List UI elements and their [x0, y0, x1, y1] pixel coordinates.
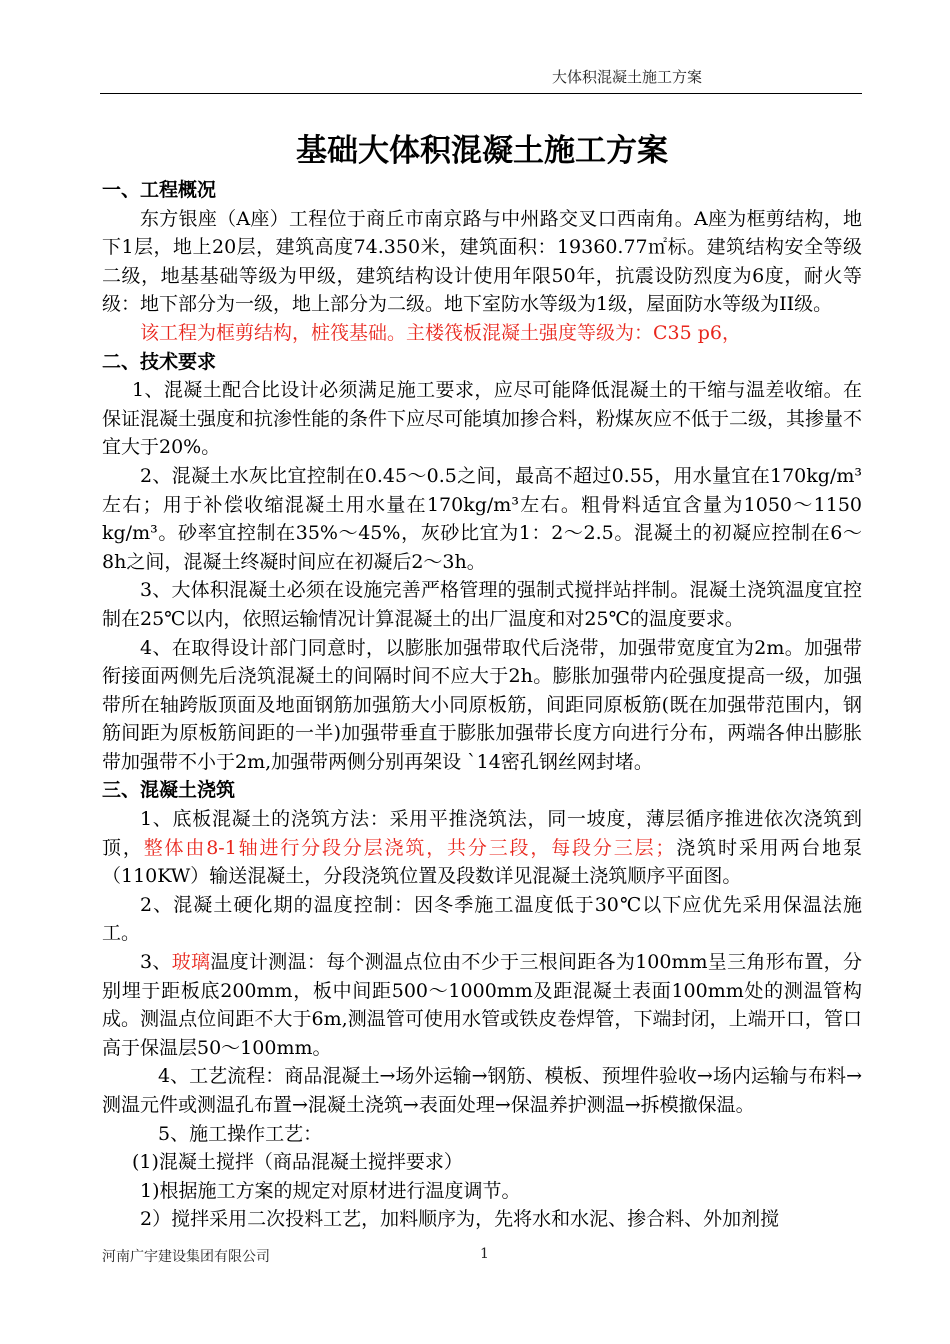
- paragraph: 4、工艺流程：商品混凝土→场外运输→钢筋、模板、预埋件验收→场内运输与布料→测温元件或测温孔布置→混凝土浇筑→表面处理→保温养护测温→拆模撤保温。: [102, 1065, 862, 1116]
- highlighted-paragraph: 该工程为框剪结构，桩筏基础。主楼筏板混凝土强度等级为：C35 p6，: [140, 321, 742, 344]
- text-run: 温度计测温：每个测温点位由不少于三根间距各为100mm呈三角形布置，分别埋于距板底200mm，板中间距500～1000mm及距混凝土表面100mm处的测温管构成。测温点位间距不大于6m,测温管可使用水管或铁皮卷焊管，下端封闭，上端开口，管口高于保温层50～100mm。: [102, 951, 862, 1059]
- paragraph: 4、在取得设计部门同意时，以膨胀加强带取代后浇带，加强带宽度宜为2m。加强带衔接面两侧先后浇筑混凝土的间隔时间不应大于2h。膨胀加强带内砼强度提高一级，加强带所在轴跨版顶面及地面钢筋加强筋大小同原板筋，间距同原板筋(既在加强带范围内，钢筋间距为原板筋间距的一半)加强带垂直于膨胀加强带长度方向进行分布，两端各伸出膨胀带加强带不小于2m,加强带两侧分别再架设 `14密孔钢丝网封堵。: [102, 636, 862, 773]
- running-header: 大体积混凝土施工方案: [551, 68, 702, 86]
- text-run: 1、底板混凝土的浇筑方法：采用平推浇筑法，同一坡度，薄层循序推进依次浇筑到顶，: [102, 808, 862, 859]
- header-divider: [100, 93, 862, 94]
- paragraph: (1)混凝土搅拌（商品混凝土搅拌要求）: [132, 1151, 463, 1174]
- text-run: 浇筑时采用两台地泵（110KW）输送混凝土，分段浇筑位置及段数详见混凝土浇筑顺序平面图。: [102, 836, 862, 888]
- document-title: 基础大体积混凝土施工方案: [296, 133, 668, 169]
- paragraph: 3、大体积混凝土必须在设施完善严格管理的强制式搅拌站拌制。混凝土浇筑温度宜控制在25℃以内，依照运输情况计算混凝土的出厂温度和对25℃的温度要求。: [102, 579, 862, 630]
- section-heading-requirements: 二、技术要求: [102, 350, 217, 373]
- paragraph: 1)根据施工方案的规定对原材进行温度调节。: [140, 1179, 521, 1202]
- paragraph: 2、混凝土水灰比宜控制在0.45～0.5之间，最高不超过0.55，用水量宜在170kg/m³左右；用于补偿收缩混凝土用水量在170kg/m³左右。粗骨料适宜含量为1050～1150 kg/m³。砂率宜控制在35%～45%，灰砂比宜为1：2～2.5。混凝土的初凝应控制在6～8h之间，混凝土终凝时间应在初凝后2～3h。: [102, 464, 862, 573]
- text-run: 3、: [140, 951, 172, 974]
- paragraph: 1、混凝土配合比设计必须满足施工要求，应尽可能降低混凝土的干缩与温差收缩。在保证混凝土强度和抗渗性能的条件下应尽可能填加掺合料，粉煤灰应不低于二级，其掺量不宜大于20%。: [102, 379, 863, 459]
- paragraph: 2、混凝土硬化期的温度控制：因冬季施工温度低于30℃以下应优先采用保温法施工。: [102, 893, 862, 945]
- paragraph: 东方银座（A座）工程位于商丘市南京路与中州路交叉口西南角。A座为框剪结构，地下1层，地上20层，建筑高度74.350米，建筑面积：19360.77㎡标。建筑结构安全等级二级，地基基础等级为甲级，建筑结构设计使用年限50年，抗震设防烈度为6度，耐火等级：地下部分为一级，地上部分为二级。地下室防水等级为1级，屋面防水等级为II级。: [102, 207, 862, 316]
- paragraph: [102, 805, 862, 891]
- highlighted-text: 玻璃: [171, 951, 211, 974]
- highlighted-text: 整体由8-1轴进行分段分层浇筑，共分三段，每段分三层；: [143, 836, 675, 859]
- paragraph: [102, 948, 862, 1062]
- paragraph: 2）搅拌采用二次投料工艺，加料顺序为，先将水和水泥、掺合料、外加剂搅: [140, 1208, 780, 1231]
- section-heading-overview: 一、工程概况: [102, 179, 217, 201]
- paragraph: 5、施工操作工艺：: [158, 1122, 323, 1145]
- page-number: 1: [480, 1246, 489, 1262]
- document-body: [102, 128, 862, 1234]
- section-heading-pouring: 三、混凝土浇筑: [102, 779, 236, 802]
- footer-company: 河南广宇建设集团有限公司: [102, 1249, 270, 1265]
